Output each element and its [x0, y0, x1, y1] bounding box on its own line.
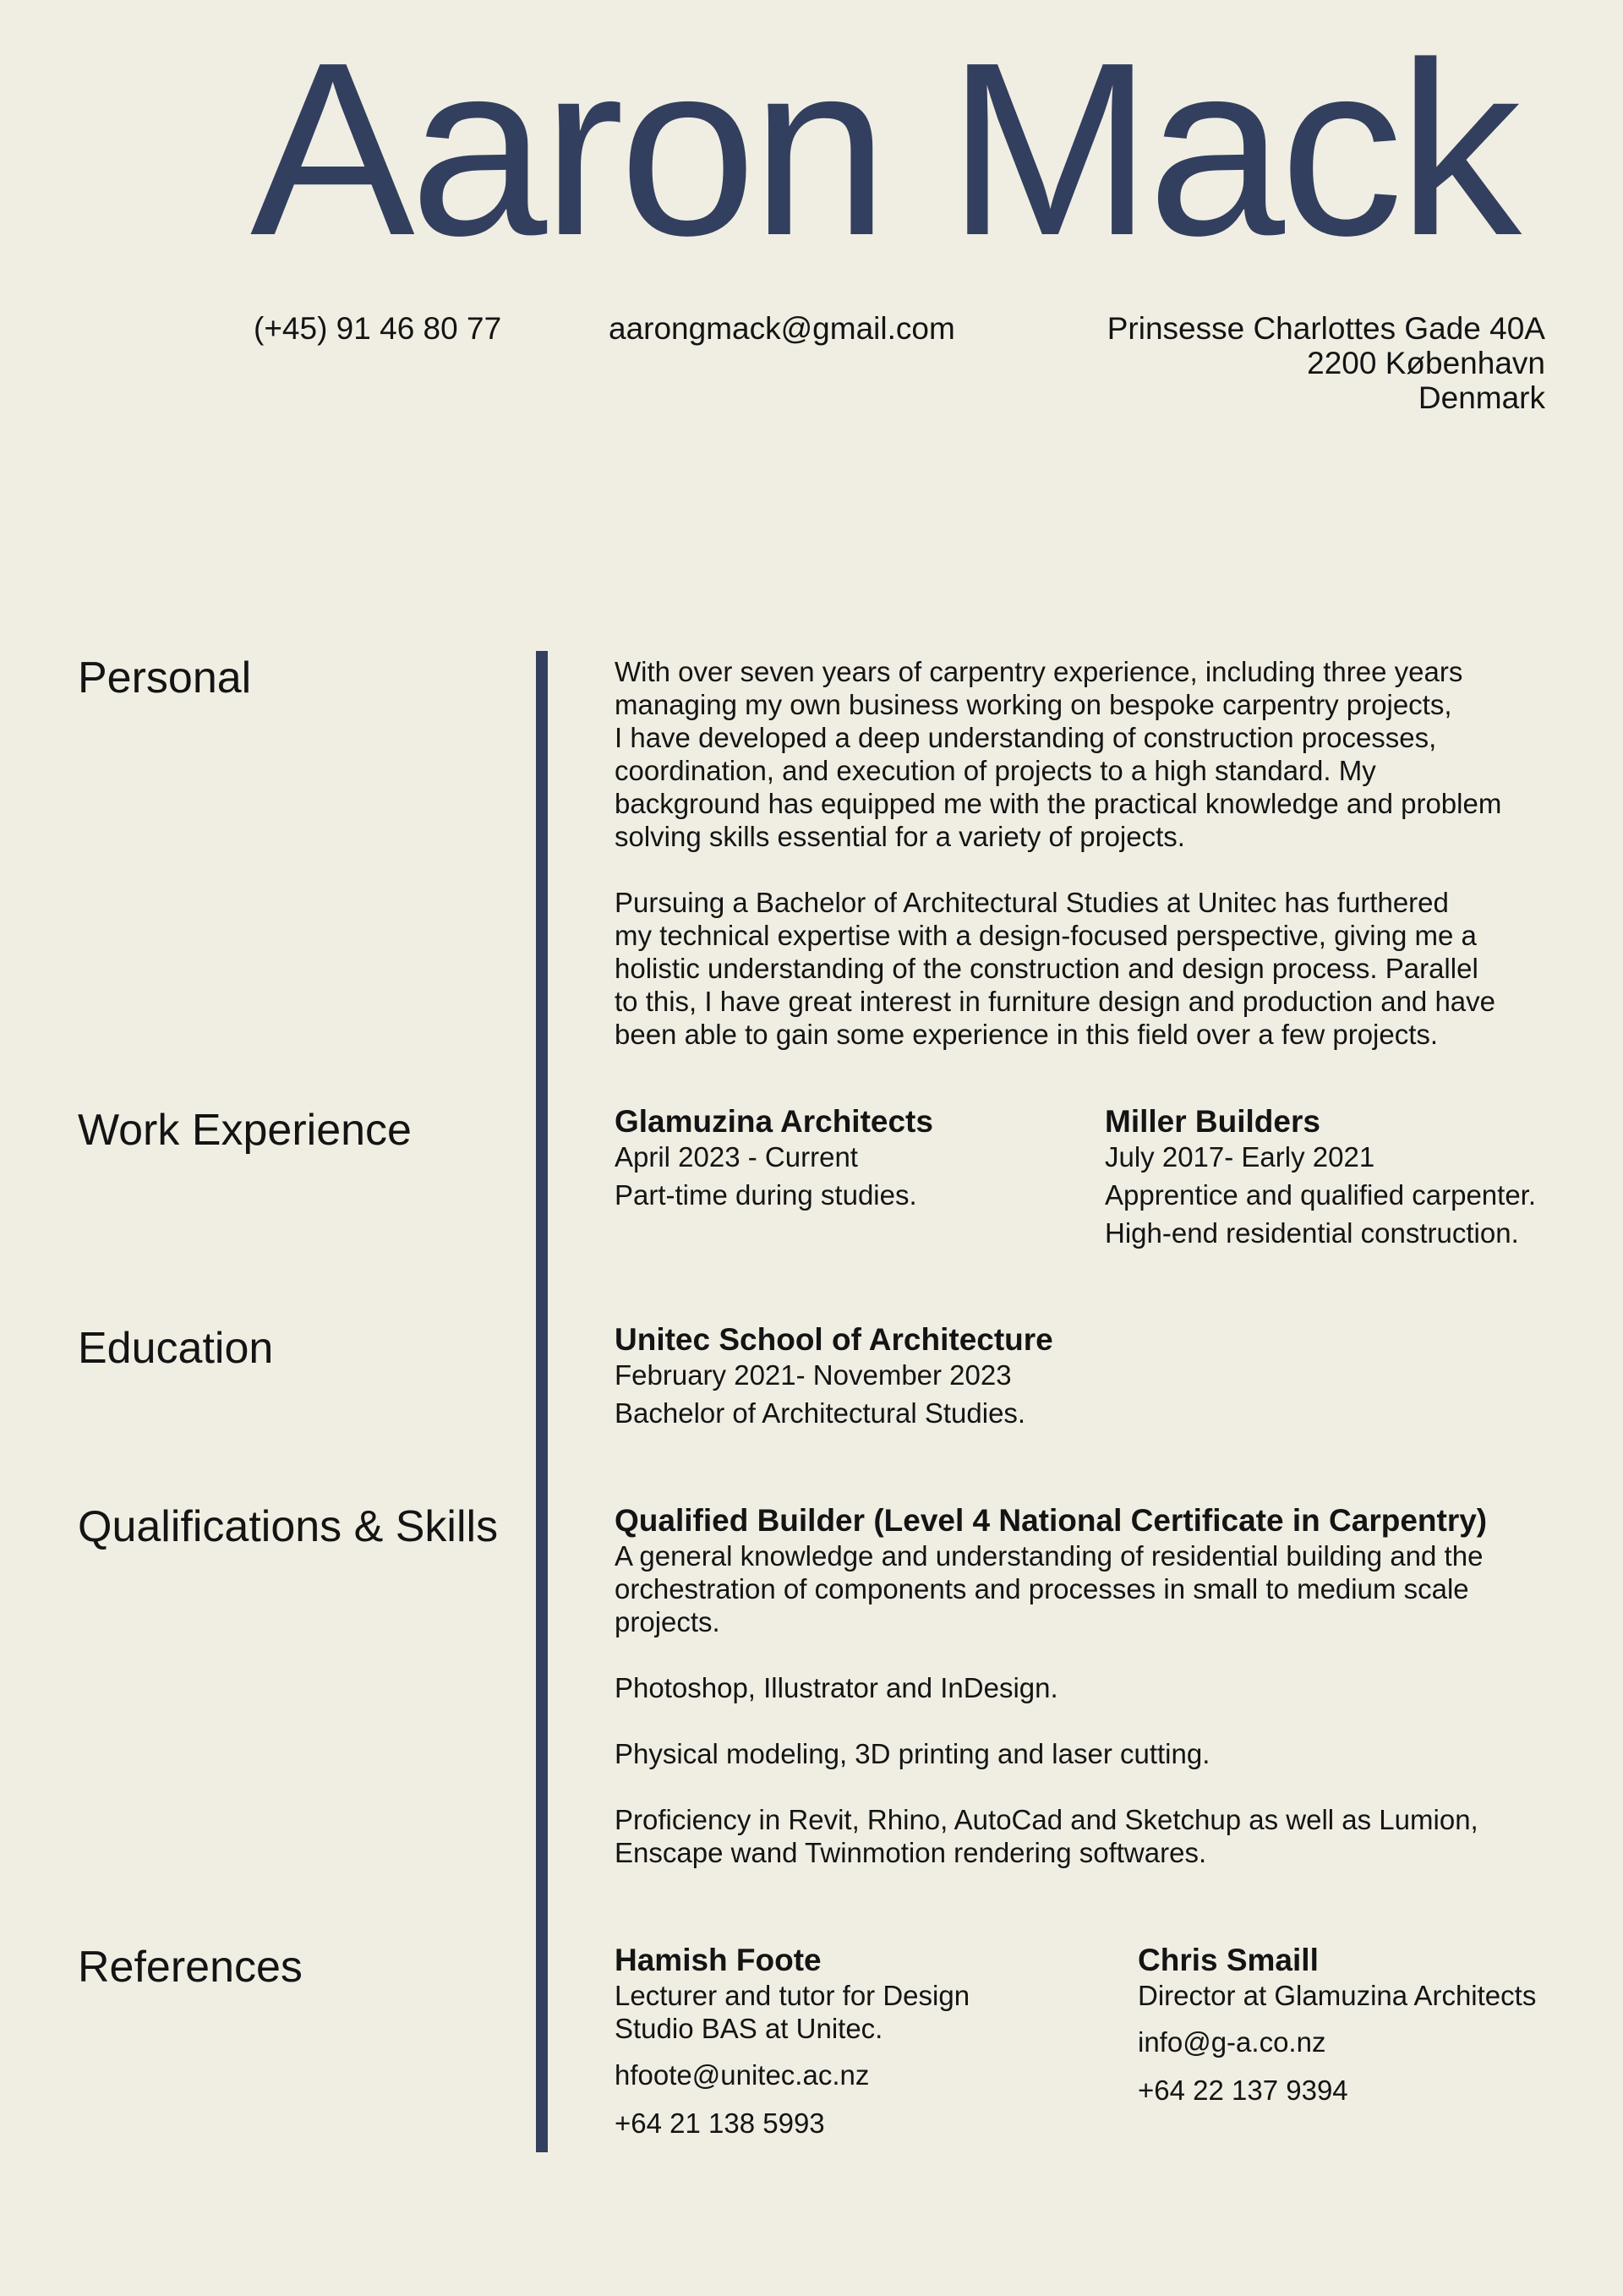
reference-email[interactable]: info@g-a.co.nz	[1138, 2026, 1326, 2058]
job-description: High-end residential construction.	[1105, 1217, 1519, 1249]
personal-paragraph: Pursuing a Bachelor of Architectural Studies at Unitec has furthered my technical expertise with a design-focused perspective, giving me a holistic understanding of the construction and design process. Parallel to this, I have great interest in furniture design and production and have been able to gain some experience in this field over a few projects.	[615, 887, 1495, 1050]
reference-entry	[1138, 1942, 1536, 2112]
job-description: Part-time during studies.	[615, 1179, 917, 1211]
reference-role: Lecturer and tutor for Design Studio BAS at Unitec.	[615, 1980, 970, 2044]
job-dates: April 2023 - Current	[615, 1141, 858, 1173]
education-school: Unitec School of Architecture	[615, 1322, 1053, 1357]
reference-name: Hamish Foote	[615, 1943, 822, 1977]
education-dates: February 2021- November 2023	[615, 1359, 1012, 1391]
reference-phone[interactable]: +64 22 137 9394	[1138, 2075, 1348, 2106]
qualification-heading: Qualified Builder (Level 4 National Certificate in Carpentry)	[615, 1503, 1488, 1538]
job-company: Miller Builders	[1105, 1104, 1320, 1139]
job-entry	[615, 1103, 933, 1216]
skill-item: A general knowledge and understanding of residential building and the orchestration of components and processes in small to medium scale projects.	[615, 1540, 1484, 1637]
personal-summary	[615, 655, 1587, 1051]
personal-paragraph: With over seven years of carpentry experience, including three years managing my own business working on bespoke carpentry projects, I have developed a deep understanding of construction processes, coordination, and execution of projects to a high standard. My background has equipped me with the practical knowledge and problem solving skills essential for a variety of projects.	[615, 656, 1502, 852]
skill-item: Proficiency in Revit, Rhino, AutoCad and Sketchup as well as Lumion, Enscape wand Twinmotion rendering softwares.	[615, 1804, 1478, 1868]
reference-entry	[615, 1942, 970, 2145]
reference-email[interactable]: hfoote@unitec.ac.nz	[615, 2059, 870, 2091]
address-line: Denmark	[1418, 380, 1545, 415]
postal-address	[1107, 311, 1545, 415]
skills-list	[615, 1502, 1587, 1869]
section-divider	[536, 651, 548, 2152]
job-company: Glamuzina Architects	[615, 1104, 933, 1139]
skill-item: Photoshop, Illustrator and InDesign.	[615, 1672, 1058, 1703]
email-address[interactable]: aarongmack@gmail.com	[609, 311, 955, 346]
reference-role: Director at Glamuzina Architects	[1138, 1980, 1537, 2011]
section-title-references: References	[78, 1943, 303, 1992]
reference-name: Chris Smaill	[1138, 1943, 1319, 1977]
skill-item: Physical modeling, 3D printing and laser cutting.	[615, 1738, 1210, 1769]
job-description: Apprentice and qualified carpenter.	[1105, 1179, 1537, 1211]
education-degree: Bachelor of Architectural Studies.	[615, 1397, 1026, 1429]
phone-number[interactable]: (+45) 91 46 80 77	[254, 311, 502, 346]
section-title-education: Education	[78, 1324, 274, 1373]
resume-name: Aaron Mack	[250, 11, 1516, 287]
reference-phone[interactable]: +64 21 138 5993	[615, 2107, 825, 2139]
section-title-personal: Personal	[78, 653, 252, 702]
section-title-qualifications-skills: Qualifications & Skills	[78, 1502, 499, 1551]
job-dates: July 2017- Early 2021	[1105, 1141, 1375, 1173]
address-line: Prinsesse Charlottes Gade 40A	[1107, 311, 1545, 346]
section-title-work-experience: Work Experience	[78, 1106, 412, 1155]
address-line: 2200 København	[1307, 346, 1545, 380]
education-entry	[615, 1321, 1053, 1435]
job-entry	[1105, 1103, 1536, 1255]
